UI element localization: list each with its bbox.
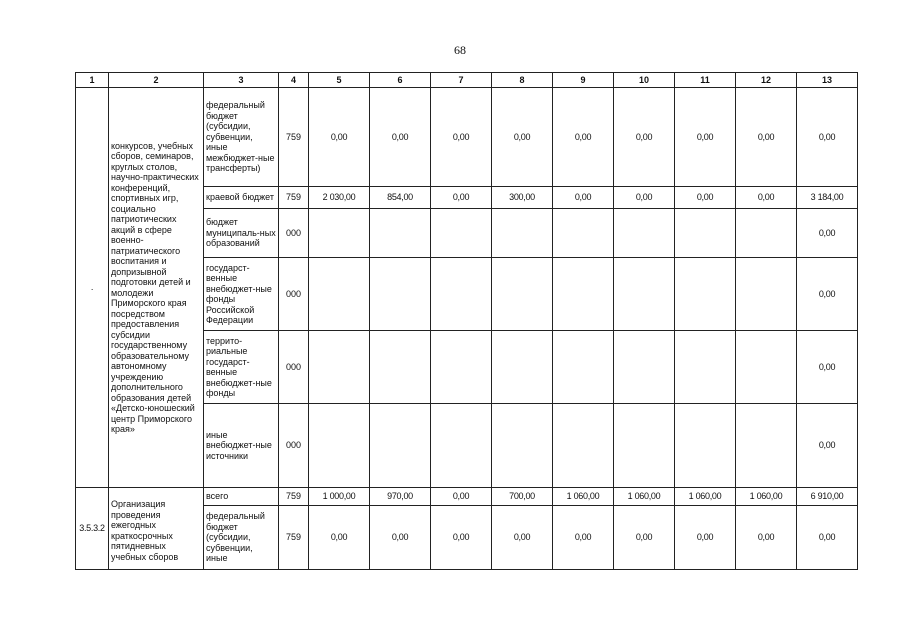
column-header: 5	[309, 73, 370, 88]
funding-source-cell: федеральный бюджет (субсидии, субвенции, иные межбюджет-ные трансферты)	[204, 88, 279, 187]
code-cell: 000	[279, 404, 309, 488]
value-cell	[675, 209, 736, 258]
code-cell: 759	[279, 88, 309, 187]
column-header: 1	[76, 73, 109, 88]
total-cell: 0,00	[797, 331, 858, 404]
value-cell	[370, 258, 431, 331]
value-cell: 0,00	[614, 506, 675, 570]
total-cell: 0,00	[797, 209, 858, 258]
value-cell	[614, 404, 675, 488]
value-cell	[370, 331, 431, 404]
value-cell	[309, 258, 370, 331]
value-cell	[736, 209, 797, 258]
item-number-cell: .	[76, 88, 109, 488]
value-cell	[431, 258, 492, 331]
value-cell	[553, 404, 614, 488]
value-cell	[309, 404, 370, 488]
value-cell	[431, 209, 492, 258]
value-cell: 0,00	[309, 506, 370, 570]
funding-source-cell: федеральный бюджет (субсидии, субвенции, иные	[204, 506, 279, 570]
value-cell: 700,00	[492, 488, 553, 506]
column-header: 8	[492, 73, 553, 88]
value-cell: 0,00	[370, 88, 431, 187]
value-cell	[675, 404, 736, 488]
value-cell	[614, 331, 675, 404]
value-cell: 0,00	[553, 88, 614, 187]
funding-source-cell: краевой бюджет	[204, 187, 279, 209]
item-description-cell: конкурсов, учебных сборов, семинаров, круглых столов, научно-практических конференций, спортивных игр, социально патриотических акций в сфере военно-патриатического воспитания и допризывной подготовки детей и молодежи Приморского края посредством предоставления субсидии государственному образовательному автономному учреждению дополнительного образования детей «Детско-юношеский центр Приморского края»	[109, 88, 204, 488]
value-cell	[309, 209, 370, 258]
budget-table	[75, 72, 858, 570]
value-cell: 1 060,00	[675, 488, 736, 506]
total-cell: 0,00	[797, 404, 858, 488]
column-header: 6	[370, 73, 431, 88]
value-cell: 1 060,00	[614, 488, 675, 506]
column-header: 3	[204, 73, 279, 88]
code-cell: 759	[279, 506, 309, 570]
value-cell	[675, 258, 736, 331]
column-header: 10	[614, 73, 675, 88]
value-cell: 0,00	[553, 506, 614, 570]
page-number: 68	[454, 43, 466, 57]
value-cell: 0,00	[675, 187, 736, 209]
code-cell: 000	[279, 258, 309, 331]
value-cell: 0,00	[431, 488, 492, 506]
value-cell: 1 060,00	[553, 488, 614, 506]
value-cell	[614, 209, 675, 258]
code-cell: 759	[279, 187, 309, 209]
value-cell: 0,00	[675, 506, 736, 570]
value-cell	[431, 331, 492, 404]
value-cell: 0,00	[431, 506, 492, 570]
funding-source-cell: террито-риальные государст-венные внебюджет-ные фонды	[204, 331, 279, 404]
table-row	[76, 488, 858, 506]
value-cell	[553, 209, 614, 258]
total-cell: 0,00	[797, 88, 858, 187]
value-cell	[431, 404, 492, 488]
value-cell	[492, 404, 553, 488]
code-cell: 759	[279, 488, 309, 506]
value-cell: 0,00	[736, 506, 797, 570]
value-cell: 0,00	[553, 187, 614, 209]
value-cell: 0,00	[675, 88, 736, 187]
value-cell	[492, 258, 553, 331]
code-cell: 000	[279, 209, 309, 258]
funding-source-cell: государст-венные внебюджет-ные фонды Российской Федерации	[204, 258, 279, 331]
column-header: 7	[431, 73, 492, 88]
value-cell: 2 030,00	[309, 187, 370, 209]
item-description-cell: Организация проведения ежегодных краткосрочных пятидневных учебных сборов	[109, 488, 204, 570]
total-cell: 0,00	[797, 506, 858, 570]
column-header: 13	[797, 73, 858, 88]
column-header: 12	[736, 73, 797, 88]
total-cell: 6 910,00	[797, 488, 858, 506]
value-cell	[492, 209, 553, 258]
value-cell	[553, 258, 614, 331]
value-cell	[370, 209, 431, 258]
value-cell: 0,00	[492, 88, 553, 187]
value-cell: 0,00	[736, 187, 797, 209]
column-header: 4	[279, 73, 309, 88]
value-cell	[309, 331, 370, 404]
value-cell	[492, 331, 553, 404]
value-cell: 970,00	[370, 488, 431, 506]
column-header: 11	[675, 73, 736, 88]
value-cell: 0,00	[614, 88, 675, 187]
column-header: 9	[553, 73, 614, 88]
column-header: 2	[109, 73, 204, 88]
value-cell	[736, 331, 797, 404]
value-cell: 1 000,00	[309, 488, 370, 506]
table-row	[76, 88, 858, 187]
total-cell: 0,00	[797, 258, 858, 331]
value-cell: 854,00	[370, 187, 431, 209]
code-cell: 000	[279, 331, 309, 404]
value-cell	[736, 404, 797, 488]
value-cell: 0,00	[431, 187, 492, 209]
header-row	[76, 73, 858, 88]
value-cell: 1 060,00	[736, 488, 797, 506]
value-cell	[370, 404, 431, 488]
value-cell: 0,00	[492, 506, 553, 570]
total-cell: 3 184,00	[797, 187, 858, 209]
value-cell: 0,00	[431, 88, 492, 187]
value-cell	[614, 258, 675, 331]
funding-source-cell: всего	[204, 488, 279, 506]
value-cell: 0,00	[370, 506, 431, 570]
funding-source-cell: иные внебюджет-ные источники	[204, 404, 279, 488]
value-cell: 0,00	[614, 187, 675, 209]
value-cell	[736, 258, 797, 331]
value-cell: 300,00	[492, 187, 553, 209]
value-cell: 0,00	[309, 88, 370, 187]
value-cell: 0,00	[736, 88, 797, 187]
value-cell	[553, 331, 614, 404]
funding-source-cell: бюджет муниципаль-ных образований	[204, 209, 279, 258]
item-number-cell: 3.5.3.2	[76, 488, 109, 570]
value-cell	[675, 331, 736, 404]
